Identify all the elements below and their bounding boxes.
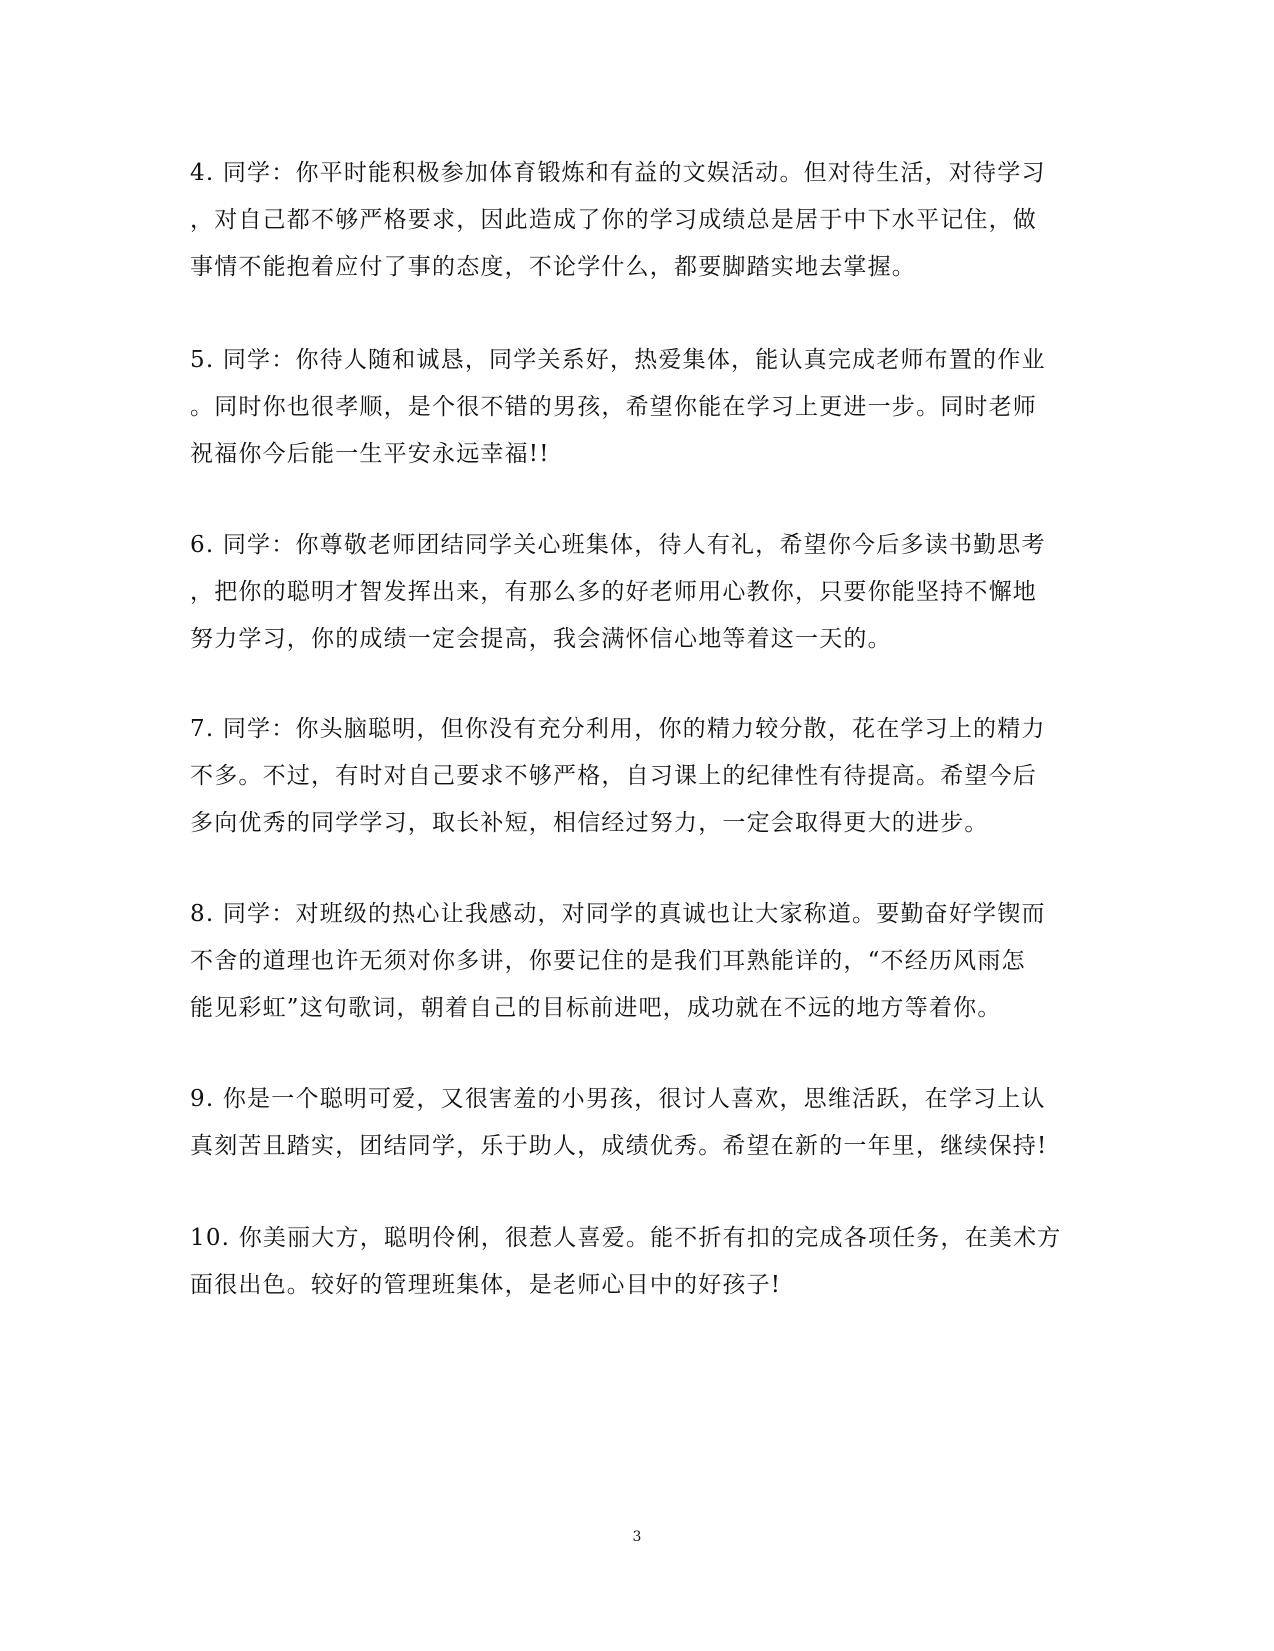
paragraph-line: 不舍的道理也许无须对你多讲，你要记住的是我们耳熟能详的，“不经历风雨怎: [190, 948, 1026, 974]
paragraph-line: ，对自己都不够严格要求，因此造成了你的学习成绩总是居于中下水平记住，做: [190, 207, 1037, 233]
paragraph-line: 8. 同学：对班级的热心让我感动，对同学的真诚也让大家称道。要勤奋好学锲而: [190, 901, 1046, 927]
comment-paragraph-5: [190, 337, 1080, 478]
paragraph-line: 不多。不过，有时对自己要求不够严格，自习课上的纪律性有待提高。希望今后: [190, 763, 1037, 789]
paragraph-line: ，把你的聪明才智发挥出来，有那么多的好老师用心教你，只要你能坚持不懈地: [190, 579, 1037, 605]
comment-paragraph-7: [190, 706, 1080, 847]
comment-paragraph-6: [190, 522, 1080, 663]
paragraph-line: 多向优秀的同学学习，取长补短，相信经过努力，一定会取得更大的进步。: [190, 810, 989, 836]
page-number: 3: [632, 1529, 642, 1545]
paragraph-line: 祝福你今后能一生平安永远幸福!!: [190, 441, 550, 467]
paragraph-line: 9. 你是一个聪明可爱，又很害羞的小男孩，很讨人喜欢，思维活跃，在学习上认: [190, 1086, 1046, 1112]
paragraph-line: 5. 同学：你待人随和诚恳，同学关系好，热爱集体，能认真完成老师布置的作业: [190, 347, 1046, 373]
paragraph-line: 能见彩虹”这句歌词，朝着自己的目标前进吧，成功就在不远的地方等着你。: [190, 995, 1002, 1021]
comment-paragraph-8: [190, 891, 1080, 1032]
paragraph-line: 事情不能抱着应付了事的态度，不论学什么，都要脚踏实地去掌握。: [190, 254, 916, 280]
paragraph-line: 努力学习，你的成绩一定会提高，我会满怀信心地等着这一天的。: [190, 626, 892, 652]
paragraph-line: 4. 同学：你平时能积极参加体育锻炼和有益的文娱活动。但对待生活，对待学习: [190, 160, 1046, 186]
comment-paragraph-4: [190, 150, 1080, 291]
paragraph-line: 。同时你也很孝顺，是个很不错的男孩，希望你能在学习上更进一步。同时老师: [190, 394, 1037, 420]
comment-paragraph-9: [190, 1076, 1080, 1170]
paragraph-line: 真刻苦且踏实，团结同学，乐于助人，成绩优秀。希望在新的一年里，继续保持!: [190, 1133, 1048, 1159]
paragraph-line: 10. 你美丽大方，聪明伶俐，很惹人喜爱。能不折有扣的完成各项任务，在美术方: [190, 1225, 1062, 1251]
paragraph-line: 面很出色。较好的管理班集体，是老师心目中的好孩子!: [190, 1272, 782, 1298]
paragraph-line: 6. 同学：你尊敬老师团结同学关心班集体，待人有礼，希望你今后多读书勤思考: [190, 532, 1046, 558]
comment-paragraph-10: [190, 1215, 1080, 1309]
paragraph-line: 7. 同学：你头脑聪明，但你没有充分利用，你的精力较分散，花在学习上的精力: [190, 716, 1046, 742]
